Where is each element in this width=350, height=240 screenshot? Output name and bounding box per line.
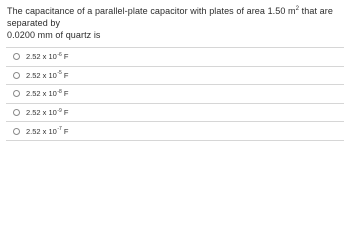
question-exponent: 2 [295, 6, 300, 12]
option-label [26, 127, 68, 136]
question-text [7, 5, 344, 41]
question-text-line2: 0.0200 mm of quartz is [7, 30, 101, 40]
option-unit: F [61, 108, 69, 118]
question-text-part2: that are separated by [7, 6, 333, 28]
option-mantissa: 2.52 x 10 [26, 89, 57, 99]
option-exponent: -7 [57, 126, 62, 133]
option-mantissa: 2.52 x 10 [26, 108, 57, 118]
answer-option-1[interactable] [6, 48, 344, 67]
answer-option-4[interactable] [6, 104, 344, 123]
option-exponent: -9 [57, 107, 62, 114]
option-unit: F [61, 70, 69, 80]
option-label [26, 71, 68, 80]
option-label [26, 52, 68, 61]
answer-options [6, 47, 344, 141]
answer-option-3[interactable] [6, 85, 344, 104]
option-unit: F [61, 52, 69, 62]
option-exponent: -8 [57, 88, 62, 95]
option-unit: F [61, 89, 69, 99]
radio-button-icon[interactable] [13, 72, 20, 79]
option-unit: F [61, 126, 69, 136]
option-mantissa: 2.52 x 10 [26, 126, 57, 136]
radio-button-icon[interactable] [13, 109, 20, 116]
option-exponent: -6 [57, 51, 62, 58]
answer-option-2[interactable] [6, 67, 344, 86]
option-mantissa: 2.52 x 10 [26, 70, 57, 80]
option-exponent: -5 [57, 70, 62, 77]
radio-button-icon[interactable] [13, 53, 20, 60]
radio-button-icon[interactable] [13, 128, 20, 135]
option-label [26, 108, 68, 117]
radio-button-icon[interactable] [13, 90, 20, 97]
answer-option-5[interactable] [6, 122, 344, 141]
option-mantissa: 2.52 x 10 [26, 52, 57, 62]
option-label [26, 89, 68, 98]
question-text-part1: The capacitance of a parallel-plate capacitor with plates of area 1.50 m [7, 6, 296, 16]
